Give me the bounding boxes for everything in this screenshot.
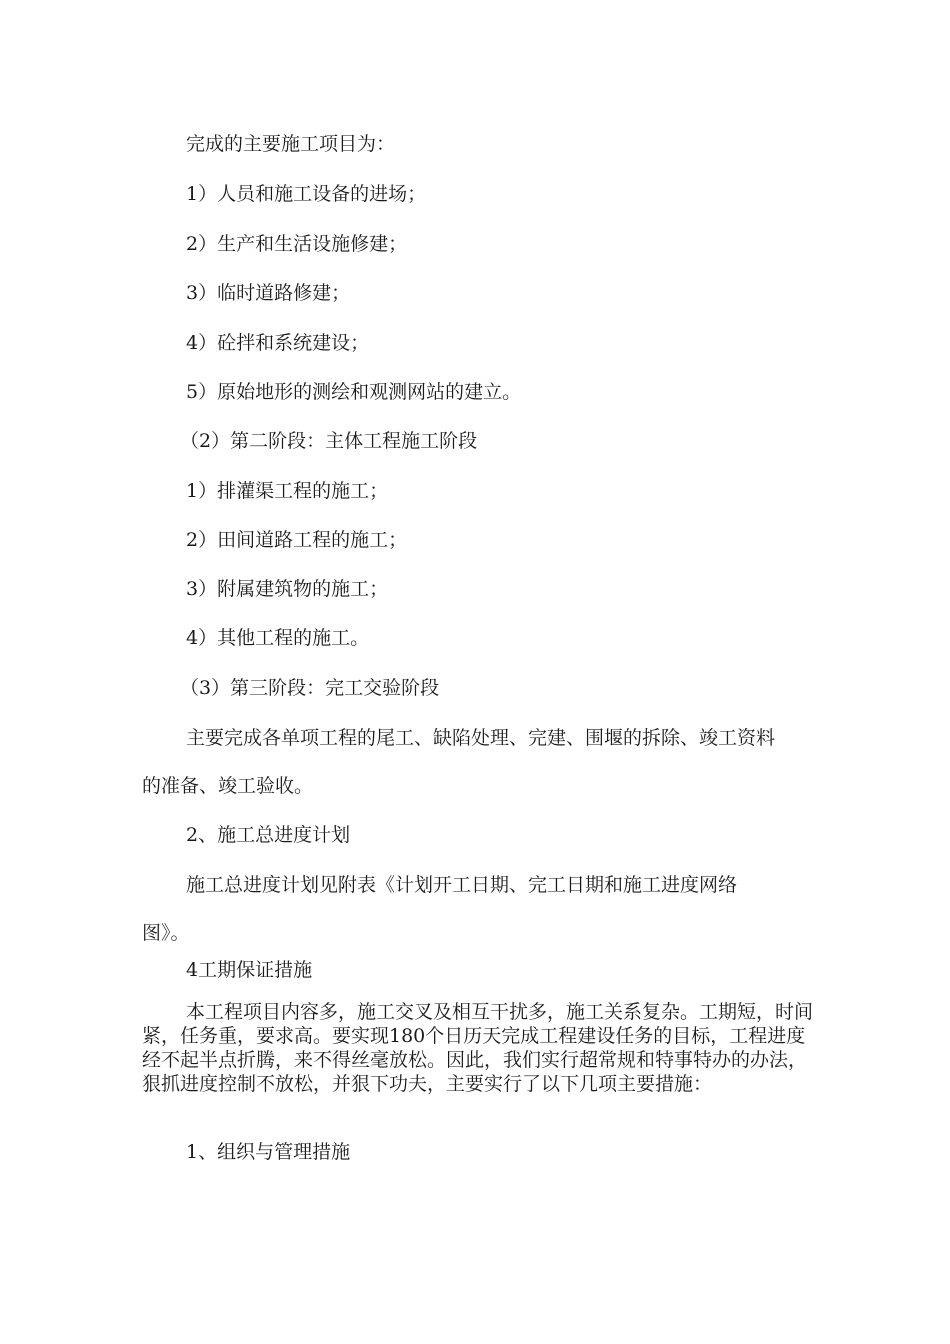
- section-heading: 4工期保证措施: [186, 959, 313, 981]
- list-item: 2）生产和生活设施修建；: [186, 233, 408, 255]
- text-line: 主要完成各单项工程的尾工、缺陷处理、完建、围堰的拆除、竣工资料: [186, 727, 776, 749]
- list-item: 3）临时道路修建；: [186, 282, 351, 304]
- list-item: 1）人员和施工设备的进场；: [186, 183, 427, 205]
- list-item: 5）原始地形的测绘和观测网站的建立。: [186, 381, 522, 403]
- body-paragraph: 本工程项目内容多，施工交叉及相互干扰多，施工关系复杂。工期短，时间紧，任务重，要求高。要实现180个日历天完成工程建设任务的目标，工程进度经不起半点折腾，来不得丝毫放松。因此，我们实行超常规和特事特办的办法，狠抓进度控制不放松，并狠下功夫，主要实行了以下几项主要措施：: [142, 1001, 814, 1095]
- section-heading: 2、施工总进度计划: [186, 824, 351, 846]
- section-heading: （3）第三阶段：完工交验阶段: [180, 677, 440, 699]
- text-line: 施工总进度计划见附表《计划开工日期、完工日期和施工进度网络: [186, 874, 738, 896]
- section-heading: 1、组织与管理措施: [186, 1141, 351, 1163]
- list-item: 4）其他工程的施工。: [186, 627, 370, 649]
- text-line: 的准备、竣工验收。: [142, 775, 314, 797]
- text-line-1: 完成的主要施工项目为：: [186, 133, 396, 155]
- section-heading: （2）第二阶段：主体工程施工阶段: [180, 430, 478, 452]
- list-item: 3）附属建筑物的施工；: [186, 578, 389, 600]
- text-line: 图》。: [142, 922, 190, 944]
- list-item: 2）田间道路工程的施工；: [186, 529, 408, 551]
- list-item: 4）砼拌和系统建设；: [186, 332, 370, 354]
- list-item: 1）排灌渠工程的施工；: [186, 480, 389, 502]
